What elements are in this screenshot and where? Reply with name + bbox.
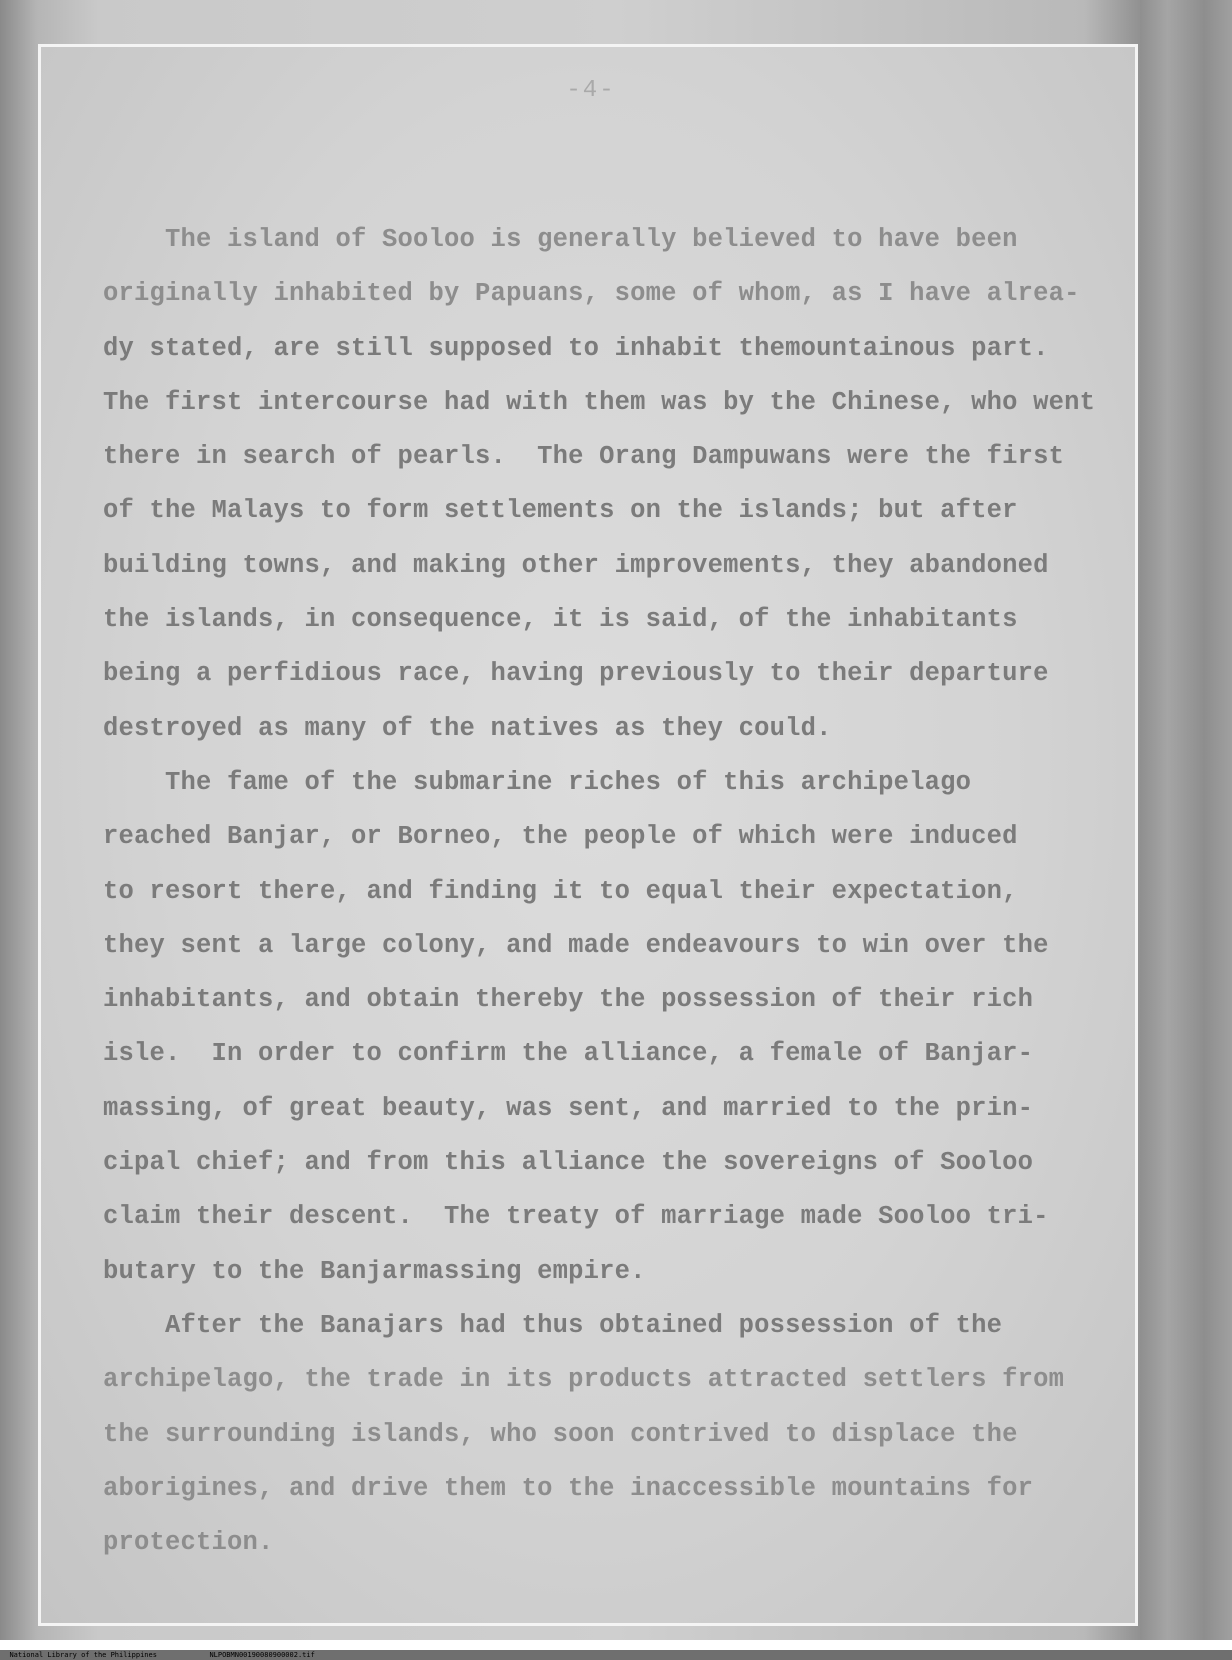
text-line: of the Malays to form settlements on the islands; but after (103, 496, 1018, 526)
text-line: massing, of great beauty, was sent, and married to the prin- (103, 1093, 1034, 1123)
text-line: inhabitants, and obtain thereby the possession of their rich (103, 985, 1034, 1015)
scan-footer (0, 1640, 1232, 1659)
typed-text-body (103, 213, 1103, 1570)
scan-edge-shadow (1140, 0, 1232, 1640)
text-line: there in search of pearls. The Orang Dampuwans were the first (103, 442, 1065, 472)
text-line: claim their descent. The treaty of marriage made Sooloo tri- (103, 1202, 1049, 1232)
text-line: archipelago, the trade in its products attracted settlers from (103, 1365, 1065, 1395)
text-line: butary to the Banjarmassing empire. (103, 1256, 646, 1286)
text-line: building towns, and making other improvements, they abandoned (103, 550, 1049, 580)
text-line: After the Banajars had thus obtained possession of the (103, 1310, 1003, 1340)
text-line: isle. In order to confirm the alliance, a female of Banjar- (103, 1039, 1034, 1069)
file-name: NLPOBMN00190080900002.tif (209, 1651, 315, 1659)
text-line: being a perfidious race, having previously to their departure (103, 659, 1049, 689)
text-line: The island of Sooloo is generally believed to have been (103, 225, 1018, 254)
text-line: aborigines, and drive them to the inaccessible mountains for (103, 1473, 1034, 1503)
text-line: they sent a large colony, and made endeavours to win over the (103, 930, 1049, 960)
text-line: The fame of the submarine riches of this archipelago (103, 767, 972, 797)
library-credit: National Library of the Philippines (9, 1651, 157, 1659)
text-line: protection. (103, 1528, 274, 1558)
text-line: originally inhabited by Papuans, some of whom, as I have alrea- (103, 279, 1080, 309)
text-line: dy stated, are still supposed to inhabit themountainous part. (103, 333, 1049, 363)
text-line: reached Banjar, or Borneo, the people of which were induced (103, 822, 1018, 852)
text-line: The first intercourse had with them was by the Chinese, who went (103, 387, 1096, 417)
document-page (38, 44, 1138, 1626)
page-number: -4- (566, 77, 616, 104)
text-line: cipal chief; and from this alliance the sovereigns of Sooloo (103, 1148, 1034, 1178)
text-line: to resort there, and finding it to equal their expectation, (103, 876, 1018, 906)
text-line: destroyed as many of the natives as they could. (103, 713, 832, 743)
text-line: the islands, in consequence, it is said, of the inhabitants (103, 605, 1018, 635)
text-line: the surrounding islands, who soon contrived to displace the (103, 1419, 1018, 1449)
